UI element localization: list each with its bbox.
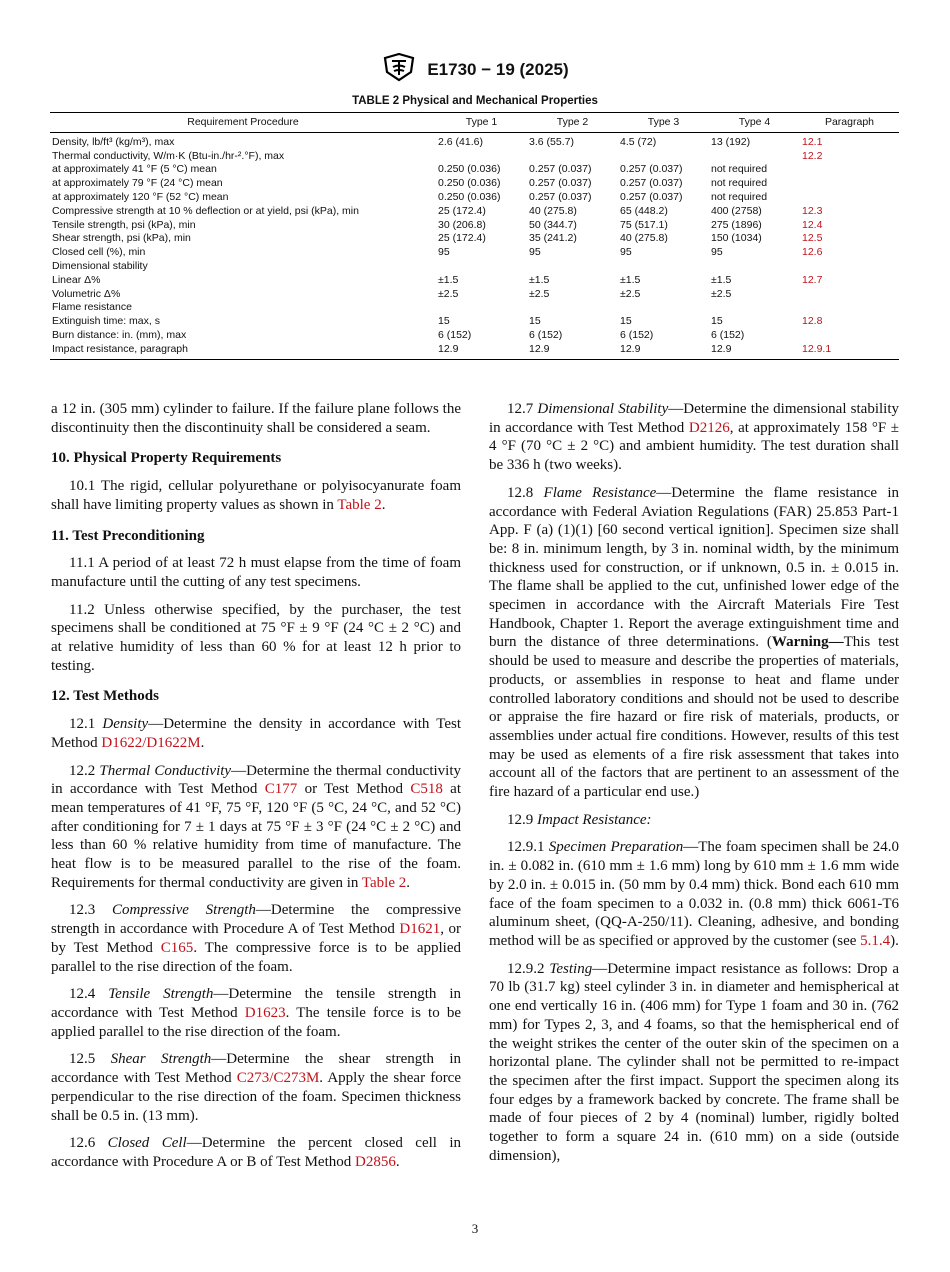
table-row (50, 329, 899, 343)
cell-type-3 (618, 260, 709, 274)
table-row (50, 177, 899, 191)
subsection-title: Impact Resistance: (537, 811, 652, 828)
right-column (489, 400, 899, 1174)
cell-type-1: ±1.5 (438, 273, 459, 286)
paragraph-12-5 (51, 1050, 461, 1125)
cell-type-2: 0.257 (0.037) (529, 177, 592, 190)
document-id: E1730 − 19 (2025) (427, 59, 569, 79)
paragraph-link (800, 301, 899, 315)
cell-type-4: 275 (1896) (711, 218, 762, 231)
paragraph-12-9 (489, 811, 899, 830)
text: 12.2 (69, 762, 100, 779)
cell-type-1: 2.6 (41.6) (438, 135, 483, 148)
cell-type-1: 25 (172.4) (438, 232, 486, 245)
paragraph-11-1: 11.1 A period of at least 72 h must elapse from the time of foam manufacture until the cutting of any test specimens. (51, 555, 461, 590)
cell-type-3: 6 (152) (620, 328, 654, 341)
text: 12.9.1 (507, 839, 549, 856)
cell-type-3: ±2.5 (620, 287, 641, 300)
properties-table (50, 112, 899, 360)
paragraph-12-9-1 (489, 838, 899, 950)
cell-type-1: 25 (172.4) (438, 204, 486, 217)
cell-type-4: ±1.5 (711, 273, 732, 286)
cell-type-2: 40 (275.8) (529, 204, 577, 217)
table-row (50, 219, 899, 233)
cell-type-3: 15 (620, 315, 632, 328)
cell-type-1: 30 (206.8) (438, 218, 486, 231)
text: 12.9.2 (507, 960, 550, 977)
row-label: at approximately 79 °F (24 °C) mean (52, 177, 223, 190)
cell-type-4: 13 (192) (711, 135, 751, 148)
paragraph-12-6 (51, 1134, 461, 1171)
cell-type-2 (527, 301, 618, 315)
cell-type-4: not required (711, 177, 768, 190)
subsection-title: Compressive Strength (111, 902, 256, 919)
text: . The compressive force is to be applied parallel to the rise direction of the foam. (51, 939, 461, 975)
paragraph-link[interactable]: 12.8 (802, 315, 823, 328)
astm-logo-icon (381, 52, 417, 87)
table-row (50, 246, 899, 260)
cell-type-1 (436, 301, 527, 315)
cell-type-2: 0.257 (0.037) (529, 163, 592, 176)
table-row (50, 205, 899, 219)
cell-type-2 (527, 260, 618, 274)
section-10-heading: 10. Physical Property Requirements (51, 450, 282, 467)
table-row (50, 150, 899, 164)
text: —Determine the flame resistance in accordance with Federal Aviation Regulations (FAR) 25.853 Part-1 App. F (a) (1)(1) [60 second vertical ignition]. Specimen size shall be: 8 in. minimum length, by 3 in. nominal width, by the minimum thickness used for construction, or if unknown, 0.5 in. ± 0.015 in. The flame shall be applied to the cut, unfinished lower edge of the specimen in accordance with the Aircraft Materials Fire Test Handbook, Chapter 1. Report the average extinguishment time and burn the distance of three determinations. ( (489, 484, 900, 651)
cell-type-3: 40 (275.8) (620, 232, 668, 245)
paragraph-12-2 (51, 762, 461, 893)
cell-type-1: 0.250 (0.036) (438, 190, 501, 203)
text: 12.8 (507, 484, 544, 501)
cell-type-3: 12.9 (618, 343, 709, 359)
row-label: Volumetric Δ% (52, 287, 121, 300)
row-label: Flame resistance (52, 301, 132, 314)
cell-type-1: 95 (438, 246, 450, 259)
section-5-1-4-link[interactable]: 5.1.4 (860, 932, 891, 949)
text: —Determine the dimensional stability in accordance with Test Method (489, 401, 899, 436)
row-label: Compressive strength at 10 % deflection or at yield, psi (kPa), min (52, 204, 359, 217)
paragraph-link (800, 177, 899, 191)
cell-type-2: 12.9 (527, 343, 618, 359)
table-row (50, 288, 899, 302)
cell-type-1: 0.250 (0.036) (438, 177, 501, 190)
table-header-row (50, 113, 899, 133)
cell-type-4: 150 (1034) (711, 232, 762, 245)
paragraph-12-4 (51, 985, 461, 1041)
text: —Determine the tensile strength in accordance with Test Method (51, 986, 462, 1021)
paragraph-link (800, 260, 899, 274)
c165-link[interactable]: C165 (160, 939, 194, 956)
text: at mean temperatures of 41 °F, 75 °F, 120 °F (5 °C, 24 °C, and 52 °C) after conditioning for 7 ± 1 days at 75 °F ± 3 °F (24 °C ± 2 °C) and less than 60 % relative humidity from time of manufacture. The heat flow is to be measured parallel to the rise of the foam. Requirements for thermal conductivity are given in (51, 781, 462, 891)
table-row (50, 260, 899, 274)
subsection-title: Closed Cell (107, 1135, 187, 1152)
text: —Determine the shear strength in accordance with Test Method (51, 1051, 461, 1087)
text: —Determine impact resistance as follows: Drop a 70 lb (31.7 kg) steel cylinder 3 in. in diameter and hemispherical at one end vertically 16 in. (406 mm) for Type 1 foam and 30 in. (762 mm) for Types 2, 3, and 4 foams, so that the hemispherical end of the weight strikes the center of the outer skin of the specimen on a horizontal plane. The cylinder shall not be permitted to re-impact the specimen after the first impact. Support the specimen along its four edges by a framework backed by concrete. The frame shall be made of four pieces of 2 by 4 (nominal) lumber, rigidly bolted together to form a square 24 in. (610 mm) on a side (outside dimension), (489, 960, 900, 1164)
paragraph-12-1 (51, 715, 461, 752)
table-2-link[interactable]: Table 2 (337, 496, 382, 513)
text: . The tensile force is to be applied parallel to the rise direction of the foam. (51, 1004, 461, 1040)
cell-type-4 (709, 150, 800, 164)
row-label: Burn distance: in. (mm), max (52, 328, 187, 341)
cell-type-3 (618, 150, 709, 164)
text: 12.3 (69, 902, 112, 919)
row-label: at approximately 120 °F (52 °C) mean (52, 190, 229, 203)
cell-type-3: 0.257 (0.037) (620, 190, 683, 203)
paragraph-link (800, 163, 899, 177)
cell-type-3: 0.257 (0.037) (620, 177, 683, 190)
table-row (50, 343, 899, 359)
header-requirement: Requirement Procedure (50, 113, 436, 133)
table-row (50, 132, 899, 149)
cell-type-1 (436, 150, 527, 164)
paragraph-link (800, 329, 899, 343)
cell-type-4: not required (711, 163, 768, 176)
row-label: Thermal conductivity, W/m·K (Btu-in./hr-².°F), max (52, 149, 285, 162)
paragraph-11-2: 11.2 Unless otherwise specified, by the purchaser, the test specimens shall be conditioned at 75 °F ± 9 °F (24 °C ± 2 °C) and at relative humidity of less than 60 % for at least 12 h prior to testing. (51, 601, 461, 674)
paragraph-link[interactable]: 12.3 (802, 204, 823, 217)
header-type-1: Type 1 (436, 113, 527, 133)
cell-type-4 (709, 301, 800, 315)
paragraph-link[interactable]: 12.4 (802, 218, 823, 231)
row-label: Dimensional stability (52, 259, 148, 272)
header-paragraph: Paragraph (800, 113, 899, 133)
d1621-link[interactable]: D1621 (399, 921, 441, 938)
c518-link[interactable]: C518 (410, 781, 443, 798)
table-row (50, 315, 899, 329)
row-label: Impact resistance, paragraph (50, 343, 436, 359)
paragraph-12-3 (51, 901, 461, 976)
text: —Determine the thermal conductivity in accordance with Test Method (51, 762, 461, 798)
paragraph-link[interactable]: 12.6 (802, 246, 823, 259)
cell-type-1 (436, 260, 527, 274)
cell-type-4: 6 (152) (711, 328, 745, 341)
header-type-3: Type 3 (618, 113, 709, 133)
subsection-title: Dimensional Stability (537, 401, 669, 417)
text: This test should be used to measure and describe the properties of materials, products, or assemblies in response to heat and flame under controlled laboratory conditions and should not be used to describe or appraise the fire hazard or fire risk of materials, products, or assemblies under actual fire conditions. However, results of this test may be used as elements of a fire risk assessment that takes into account all of the factors that are pertinent to an assessment of the fire hazard of a particular end use.) (489, 634, 900, 801)
text: . (395, 1153, 400, 1170)
subsection-title: Testing (549, 960, 593, 977)
text: , at approximately 158 °F ± 4 °F (70 °C ± 2 °C) and ambient humidity. The test duration shall be 336 h (two weeks). (489, 419, 899, 474)
text: —Determine the percent closed cell in accordance with Procedure A or B of Test Method (51, 1135, 461, 1170)
text: . (200, 734, 205, 751)
properties-table-wrapper (50, 112, 899, 360)
cell-type-1: 12.9 (436, 343, 527, 359)
cell-type-1: 0.250 (0.036) (438, 163, 501, 176)
cell-type-2: ±2.5 (529, 287, 550, 300)
paragraph-link[interactable]: 12.2 (802, 149, 823, 162)
text: . (381, 496, 386, 513)
subsection-title: Shear Strength (110, 1051, 212, 1068)
cell-type-1: ±2.5 (438, 287, 459, 300)
subsection-title: Density (102, 716, 149, 733)
cell-type-3: 4.5 (72) (620, 135, 657, 148)
d1623-link[interactable]: D1623 (244, 1004, 286, 1021)
cell-type-3: 95 (620, 246, 632, 259)
d2126-link[interactable]: D2126 (688, 419, 730, 436)
subsection-title: Specimen Preparation (548, 839, 684, 856)
paragraph-12-8 (489, 484, 899, 802)
cell-type-4: 95 (711, 246, 723, 259)
paragraph-link[interactable]: 12.5 (802, 232, 823, 245)
row-label: Density, lb/ft³ (kg/m³), max (52, 135, 175, 148)
cell-type-4: ±2.5 (711, 287, 732, 300)
paragraph-link[interactable]: 12.9.1 (800, 343, 899, 359)
text: or Test Method (297, 781, 411, 798)
text: , or by Test Method (51, 921, 461, 956)
table-row (50, 163, 899, 177)
d2856-link[interactable]: D2856 (355, 1153, 396, 1170)
cell-type-2: ±1.5 (529, 273, 550, 286)
subsection-title: Tensile Strength (108, 986, 214, 1003)
subsection-title: Thermal Conductivity (99, 762, 232, 779)
page-number: 3 (471, 1221, 479, 1236)
table-row (50, 191, 899, 205)
row-label: Shear strength, psi (kPa), min (52, 232, 191, 245)
left-column (51, 400, 461, 1181)
cell-type-2: 6 (152) (529, 328, 563, 341)
section-11-heading: 11. Test Preconditioning (51, 527, 205, 544)
cell-type-4: 12.9 (709, 343, 800, 359)
text: —The foam specimen shall be 24.0 in. ± 0.082 in. (610 mm ± 1.6 mm) long by 610 mm ± 1.6 mm wide by 2.0 in. ± 0.015 in. (50 mm by 0.4 mm) thick. Bond each 610 mm face of the foam specimen to a 0.032 in. (0.8 mm) thick 6061-T6 aluminum sheet, (QQ-A-250/11). Cleaning, adhesive, and bonding method will be as specified or approved by the customer (see (489, 839, 900, 949)
text: 12.6 (69, 1135, 108, 1152)
text: ). (890, 932, 899, 949)
table-title: TABLE 2 Physical and Mechanical Properties (352, 95, 598, 107)
text: —Determine the density in accordance with Test Method (51, 716, 462, 751)
paragraph-link (800, 191, 899, 205)
c177-link[interactable]: C177 (264, 781, 298, 798)
text: 12.7 (507, 401, 538, 417)
cell-type-1: 15 (438, 315, 450, 328)
text: 12.4 (69, 986, 109, 1003)
cell-type-2 (527, 150, 618, 164)
cell-type-3: 65 (448.2) (620, 204, 668, 217)
cell-type-2: 95 (529, 246, 541, 259)
cell-type-4: 400 (2758) (711, 204, 762, 217)
header-type-4: Type 4 (709, 113, 800, 133)
cell-type-2: 50 (344.7) (529, 218, 577, 231)
text: 10.1 The rigid, cellular polyurethane or polyisocyanurate foam shall have limiting property values as shown in (51, 478, 461, 513)
text: —Determine the compressive strength in accordance with Procedure A of Test Method (51, 902, 461, 938)
cell-type-2: 15 (529, 315, 541, 328)
table-row (50, 301, 899, 315)
paragraph-continuation: a 12 in. (305 mm) cylinder to failure. If the failure plane follows the discontinuity then the discontinuity shall be considered a seam. (51, 401, 461, 436)
subsection-title: Flame Resistance (543, 484, 657, 501)
paragraph-12-9-2 (489, 960, 899, 1166)
c273-link[interactable]: C273/C273M (236, 1070, 320, 1087)
cell-type-4: not required (711, 190, 768, 203)
paragraph-12-7 (489, 400, 899, 475)
cell-type-4 (709, 260, 800, 274)
cell-type-1: 6 (152) (438, 328, 472, 341)
cell-type-2: 35 (241.2) (529, 232, 577, 245)
row-label: Linear Δ% (52, 273, 101, 286)
table-2-link[interactable]: Table 2 (361, 874, 407, 891)
text: . Apply the shear force perpendicular to the rise direction of the foam. Specimen thickness shall be 0.5 in. (13 mm). (51, 1070, 461, 1124)
text: 12.9 (507, 811, 537, 828)
cell-type-3: 0.257 (0.037) (620, 163, 683, 176)
cell-type-2: 0.257 (0.037) (529, 190, 592, 203)
paragraph-10-1 (51, 477, 461, 514)
cell-type-3 (618, 301, 709, 315)
paragraph-link[interactable]: 12.7 (802, 273, 823, 286)
row-label: Closed cell (%), min (52, 246, 146, 259)
text: 12.5 (69, 1051, 111, 1068)
cell-type-2: 3.6 (55.7) (529, 135, 574, 148)
warning-label: Warning— (771, 634, 844, 651)
table-row (50, 274, 899, 288)
d1622-link[interactable]: D1622/D1622M (101, 734, 201, 751)
header-type-2: Type 2 (527, 113, 618, 133)
row-label: Tensile strength, psi (kPa), min (52, 218, 196, 231)
table-row (50, 232, 899, 246)
text: 12.1 (69, 716, 103, 733)
text: . (406, 874, 410, 891)
section-12-heading: 12. Test Methods (51, 688, 159, 705)
row-label: Extinguish time: max, s (52, 315, 160, 328)
cell-type-3: 75 (517.1) (620, 218, 668, 231)
page-header (0, 52, 950, 87)
paragraph-link (800, 288, 899, 302)
cell-type-3: ±1.5 (620, 273, 641, 286)
paragraph-link[interactable]: 12.1 (802, 135, 823, 148)
row-label: at approximately 41 °F (5 °C) mean (52, 163, 217, 176)
cell-type-4: 15 (711, 315, 723, 328)
